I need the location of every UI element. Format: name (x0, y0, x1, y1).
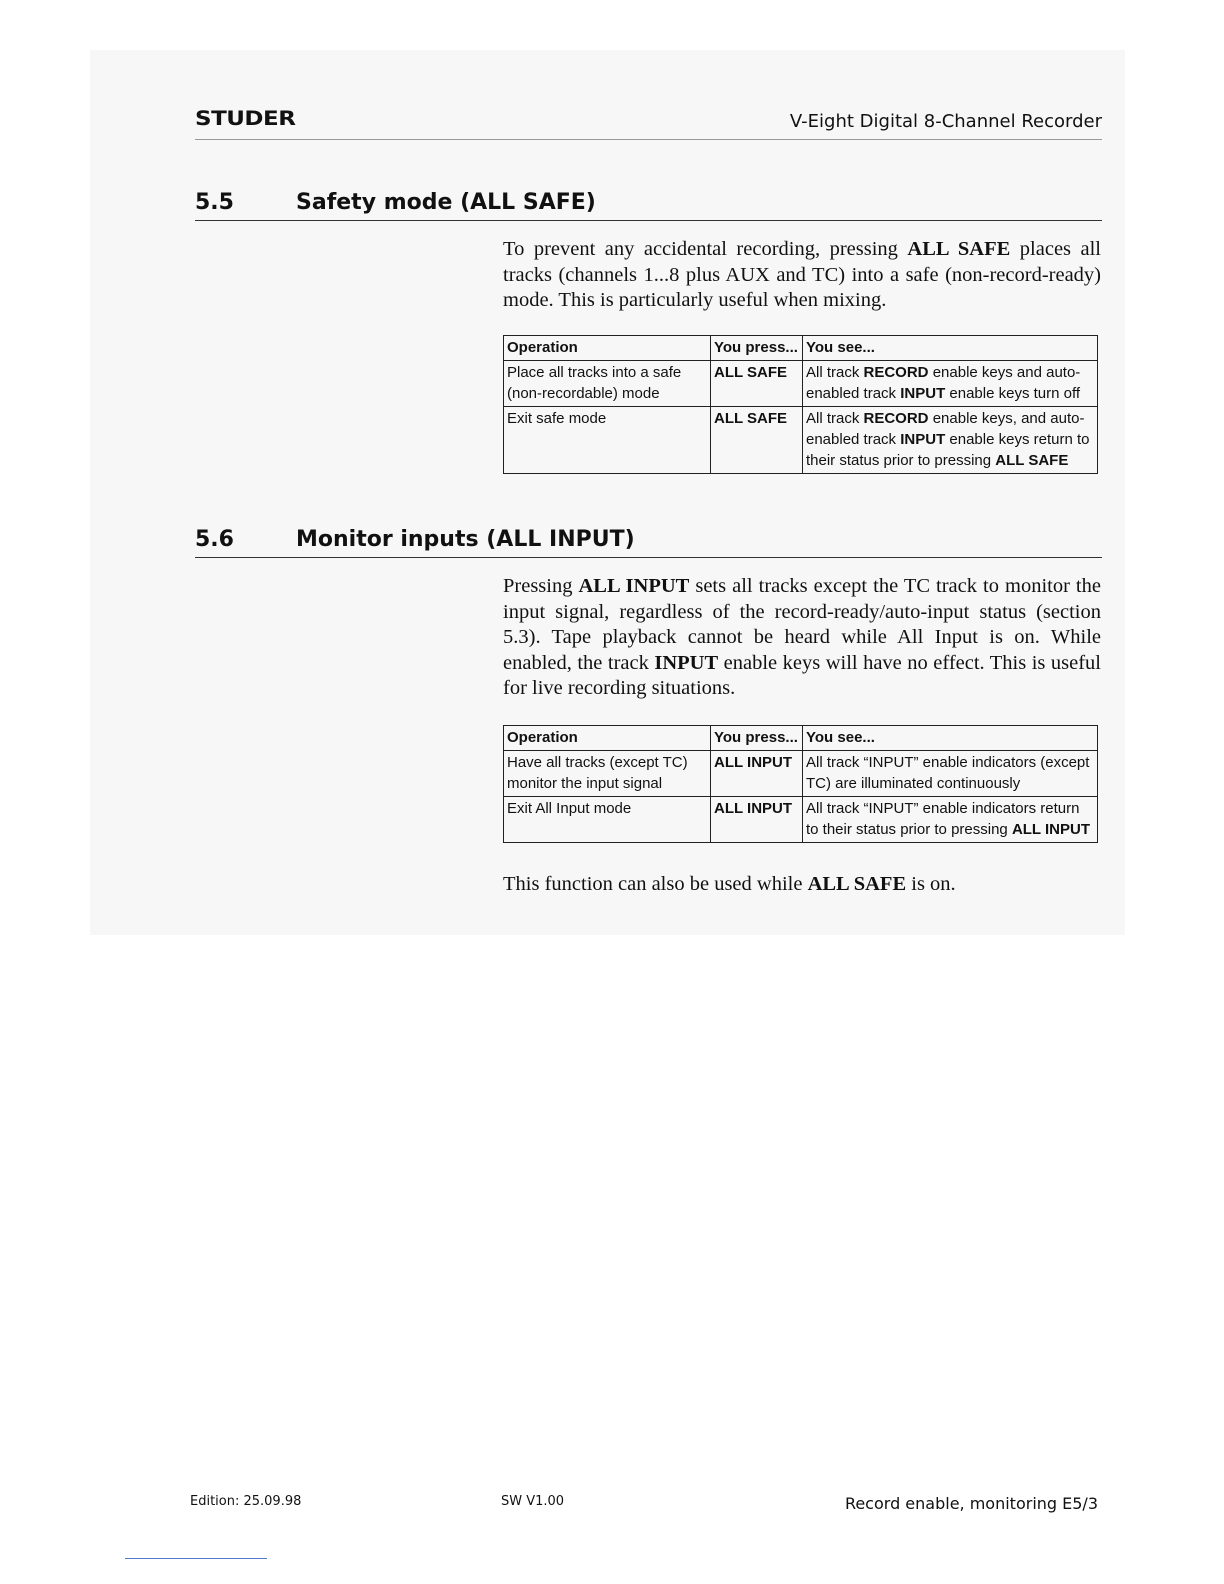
column-header-you-press: You press... (711, 336, 803, 361)
text-run: enable keys return to their status prior to pressing (806, 431, 1090, 469)
text-run: places all tracks (channels 1...8 plus AUX and TC) into a safe (non-record-ready) mode. This is particularly useful when mixing. (503, 238, 1101, 311)
text-run: sets all tracks except the TC track to monitor the input signal, regardless of the record-ready/auto-input status (section 5.3). Tape playback cannot be heard while All Input is on. While enabled, the track (503, 575, 1101, 674)
text-run: is on. (906, 873, 956, 895)
press-cell: ALL INPUT (711, 797, 803, 843)
document-title: V-Eight Digital 8-Channel Recorder (789, 111, 1102, 132)
text-run-bold: ALL SAFE (807, 873, 907, 895)
note-all-safe (503, 872, 1101, 898)
operation-cell: Exit safe mode (504, 407, 711, 474)
see-cell (803, 797, 1098, 843)
table-row (504, 751, 1098, 797)
column-header-you-see: You see... (803, 336, 1098, 361)
footer-page-label: Record enable, monitoring E5/3 (844, 1494, 1098, 1513)
text-run-bold: INPUT (900, 431, 946, 448)
section-title: Monitor inputs (ALL INPUT) (296, 527, 635, 552)
text-run: All track “INPUT” enable indicators (except TC) are illuminated continuously (806, 754, 1090, 792)
column-header-you-press: You press... (711, 726, 803, 751)
all-safe-table (503, 335, 1098, 474)
text-run-bold: ALL INPUT (1011, 821, 1090, 838)
table-row (504, 361, 1098, 407)
table-row (504, 797, 1098, 843)
text-run: enable keys turn off (945, 385, 1081, 402)
text-run: To prevent any accidental recording, pressing (503, 238, 908, 260)
press-cell: ALL SAFE (711, 361, 803, 407)
page-header (195, 108, 1102, 140)
text-run: enable keys will have no effect. This is useful for live recording situations. (503, 651, 1101, 699)
text-run: enable keys, and auto-enabled track (806, 410, 1085, 448)
all-input-table (503, 725, 1098, 843)
see-cell (803, 751, 1098, 797)
text-run-bold: INPUT (654, 651, 719, 674)
text-run: All track “INPUT” enable indicators return to their status prior to pressing (806, 800, 1080, 838)
text-run: All track (806, 410, 864, 427)
operation-cell: Exit All Input mode (504, 797, 711, 843)
text-run: This function can also be used while (503, 873, 808, 895)
operation-cell: Have all tracks (except TC) monitor the input signal (504, 751, 711, 797)
press-cell: ALL INPUT (711, 751, 803, 797)
paragraph-all-input (503, 574, 1101, 702)
see-cell (803, 361, 1098, 407)
header-divider (195, 139, 1102, 140)
footer-software-version: SW V1.00 (501, 1494, 565, 1509)
press-cell: ALL SAFE (711, 407, 803, 474)
column-header-operation: Operation (504, 336, 711, 361)
text-run: enable keys and auto-enabled track (806, 364, 1081, 402)
column-header-you-see: You see... (803, 726, 1098, 751)
column-header-operation: Operation (504, 726, 711, 751)
text-run: All track (806, 364, 864, 381)
section-title: Safety mode (ALL SAFE) (296, 190, 596, 215)
text-run-bold: ALL SAFE (907, 238, 1011, 260)
see-cell (803, 407, 1098, 474)
studer-logo: STUDER (195, 108, 296, 131)
table-header-row (504, 726, 1098, 751)
section-heading-5-5 (195, 190, 1102, 221)
paragraph-all-safe (503, 237, 1101, 314)
text-run-bold: RECORD (863, 410, 929, 427)
section-number: 5.6 (195, 527, 234, 552)
text-run: Pressing (503, 575, 579, 597)
text-run-bold: ALL INPUT (578, 575, 690, 597)
text-run-bold: ALL SAFE (995, 452, 1069, 469)
section-number: 5.5 (195, 190, 234, 215)
bottom-edge-line (125, 1558, 267, 1559)
text-run-bold: RECORD (863, 364, 929, 381)
footer-edition: Edition: 25.09.98 (190, 1494, 302, 1509)
text-run-bold: INPUT (900, 385, 946, 402)
section-heading-5-6 (195, 527, 1102, 558)
operation-cell: Place all tracks into a safe (non-recordable) mode (504, 361, 711, 407)
table-row (504, 407, 1098, 474)
table-header-row (504, 336, 1098, 361)
